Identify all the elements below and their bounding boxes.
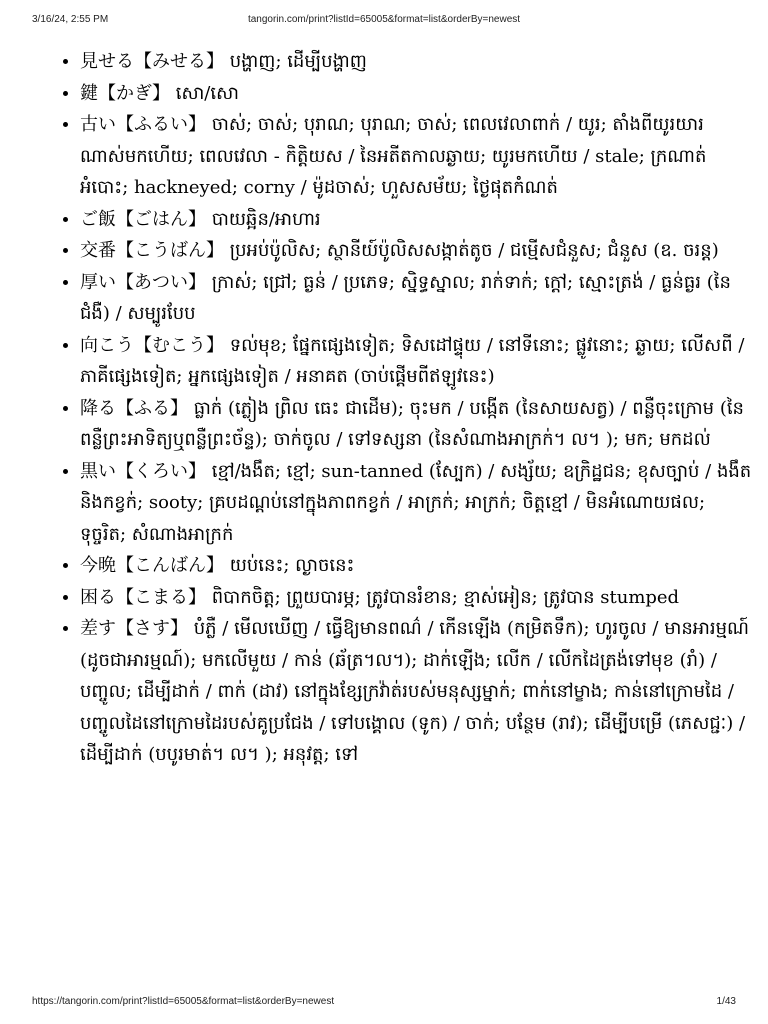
- entry-headword: 見せる: [80, 51, 134, 72]
- entry-reading: 【かぎ】: [98, 82, 170, 104]
- list-item: [80, 456, 752, 551]
- print-footer-url: https://tangorin.com/print?listId=65005&format=list&orderBy=newest: [32, 996, 335, 1007]
- entry-reading: 【みせる】: [134, 51, 224, 72]
- list-item: [80, 582, 752, 614]
- entry-gloss: បង្ហាញ; ដើម្បីបង្ហាញ: [229, 51, 367, 72]
- entry-headword: 向こう: [80, 334, 134, 356]
- print-datetime: 3/16/24, 2:55 PM: [32, 14, 109, 25]
- entry-gloss: បាយឆ្អិន/អាហារ: [211, 208, 321, 230]
- entry-gloss: បំភ្លឺ / មើលឃើញ / ធ្វើឱ្យមានពណ៌ / កើនឡើង (កម្រិតទឹក); ហូរចូល / មានអារម្មណ៍ (ដូចជាអារម្មណ៍); មកលើមួយ / កាន់ (ឆ័ត្រ។ល។); ដាក់ឡើង; លើក / លើកដៃត្រង់ទៅមុខ (រាំ) / បញ្ចូល; ដើម្បីដាក់ / ពាក់ (ដាវ) នៅក្នុងខ្សែក្រវ៉ាត់របស់មនុស្សម្នាក់; ពាក់នៅម្ខាង; កាន់នៅក្រោមដៃ / បញ្ចូលដៃនៅក្រោមដៃរបស់គូប្រជែង / ទៅបង្គោល (ទូក) / ចាក់; បន្ថែម (រាវ); ដើម្បីបម្រើ (ភេសជ្ជៈ) / ដើម្បីដាក់ (បបូរមាត់។ ល។ ); អនុវត្ត; ទៅ: [80, 618, 750, 765]
- entry-reading: 【こうばん】: [116, 240, 224, 261]
- entry-headword: 鍵: [80, 82, 98, 104]
- list-item: [80, 267, 752, 330]
- list-item: [80, 393, 752, 456]
- entry-headword: ご飯: [80, 208, 116, 230]
- list-item: [80, 330, 752, 393]
- entry-gloss: ក្រាស់; ជ្រៅ; ធ្ងន់ / ប្រភេទ; ស្និទ្ធស្នាល; រាក់ទាក់; ក្តៅ; ស្មោះត្រង់ / ធ្ងន់ធ្ងរ (នៃជំងឺ) / សម្បូរបែប: [80, 271, 731, 324]
- list-item: [80, 109, 752, 204]
- entry-reading: 【ふるい】: [116, 114, 206, 135]
- entry-headword: 降る: [80, 397, 116, 419]
- entry-gloss: យប់នេះ; ល្ងាចនេះ: [229, 555, 355, 576]
- entry-reading: 【むこう】: [134, 334, 224, 356]
- print-header: [32, 14, 736, 25]
- entry-headword: 古い: [80, 114, 116, 135]
- entry-reading: 【さす】: [116, 618, 188, 639]
- list-item: [80, 46, 752, 78]
- entry-gloss: ពិបាកចិត្ត; ព្រួយបារម្ភ; ត្រូវបានរំខាន; ខ្មាស់អៀន; ត្រូវបាន stumped: [211, 586, 680, 608]
- list-item: [80, 204, 752, 236]
- entry-headword: 交番: [80, 240, 116, 261]
- entry-headword: 差す: [80, 618, 116, 639]
- entry-gloss: សោ/សោ: [175, 82, 239, 104]
- entry-gloss: ទល់មុខ; ផ្នែកផ្សេងទៀត; ទិសដៅផ្ទុយ / នៅទីនោះ; ផ្លូវនោះ; ឆ្ងាយ; លើសពី / ភាគីផ្សេងទៀត; អ្នកផ្សេងទៀត / អនាគត (ចាប់ផ្តើមពីឥឡូវនេះ): [80, 334, 745, 387]
- entry-gloss: ធ្លាក់ (ភ្លៀង ព្រិល ធេះ ជាដើម); ចុះមក / បង្កើត (នៃសាយសត្វ) / ពន្លឺចុះក្រោម (នៃពន្លឺព្រះអាទិត្យឬពន្លឺព្រះច័ន្ទ); ចាក់ចូល / ទៅទស្សនា (នៃសំណាងអាក្រក់។ ល។ ); មក; មកដល់: [80, 397, 744, 450]
- page-indicator: 1/43: [716, 996, 736, 1007]
- print-header-url: tangorin.com/print?listId=65005&format=list&orderBy=newest: [247, 14, 521, 25]
- entry-gloss: ខ្មៅ/ងងឹត; ខ្មៅ; sun-tanned (ស្បែក) / សង្ស័យ; ឧក្រិដ្ឋជន; ខុសច្បាប់ / ងងឹតនិងកខ្វក់; sooty; គ្របដណ្តប់នៅក្នុងភាពកខ្វក់ / អាក្រក់; អាក្រក់; ចិត្តខ្មៅ / មិនអំណោយផល; ទុច្ចរិត; សំណាងអាក្រក់: [80, 460, 752, 545]
- entry-headword: 黒い: [80, 460, 116, 482]
- entry-reading: 【ごはん】: [116, 208, 206, 230]
- list-item: [80, 550, 752, 582]
- entry-headword: 厚い: [80, 271, 116, 293]
- entry-reading: 【こまる】: [116, 586, 206, 608]
- vocabulary-list: [58, 46, 752, 771]
- entry-headword: 困る: [80, 586, 116, 608]
- entry-reading: 【くろい】: [116, 460, 206, 482]
- entry-reading: 【ふる】: [116, 397, 188, 419]
- list-item: [80, 613, 752, 771]
- entry-reading: 【あつい】: [116, 271, 206, 293]
- print-footer: [32, 996, 736, 1007]
- entry-reading: 【こんばん】: [116, 555, 224, 576]
- entry-gloss: ចាស់; ចាស់; បុរាណ; បុរាណ; ចាស់; ពេលវេលាពាក់ / យូរ; តាំងពីយូរយារណាស់មកហើយ; ពេលវេលា - កិត្តិយស / នៃអតីតកាលឆ្ងាយ; យូរមកហើយ / stale; ក្រណាត់អំបោះ; hackneyed; corny / ម៉ូដចាស់; ហួសសម័យ; ថ្ងៃផុតកំណត់: [80, 114, 707, 198]
- list-item: [80, 78, 752, 110]
- entry-headword: 今晩: [80, 555, 116, 576]
- entry-gloss: ប្រអប់ប៉ូលិស; ស្ថានីយ៍ប៉ូលិសសង្កាត់តូច / ជម្មើសជំនួស; ជំនួស (ឧ. ចរន្ត): [229, 240, 719, 261]
- list-item: [80, 235, 752, 267]
